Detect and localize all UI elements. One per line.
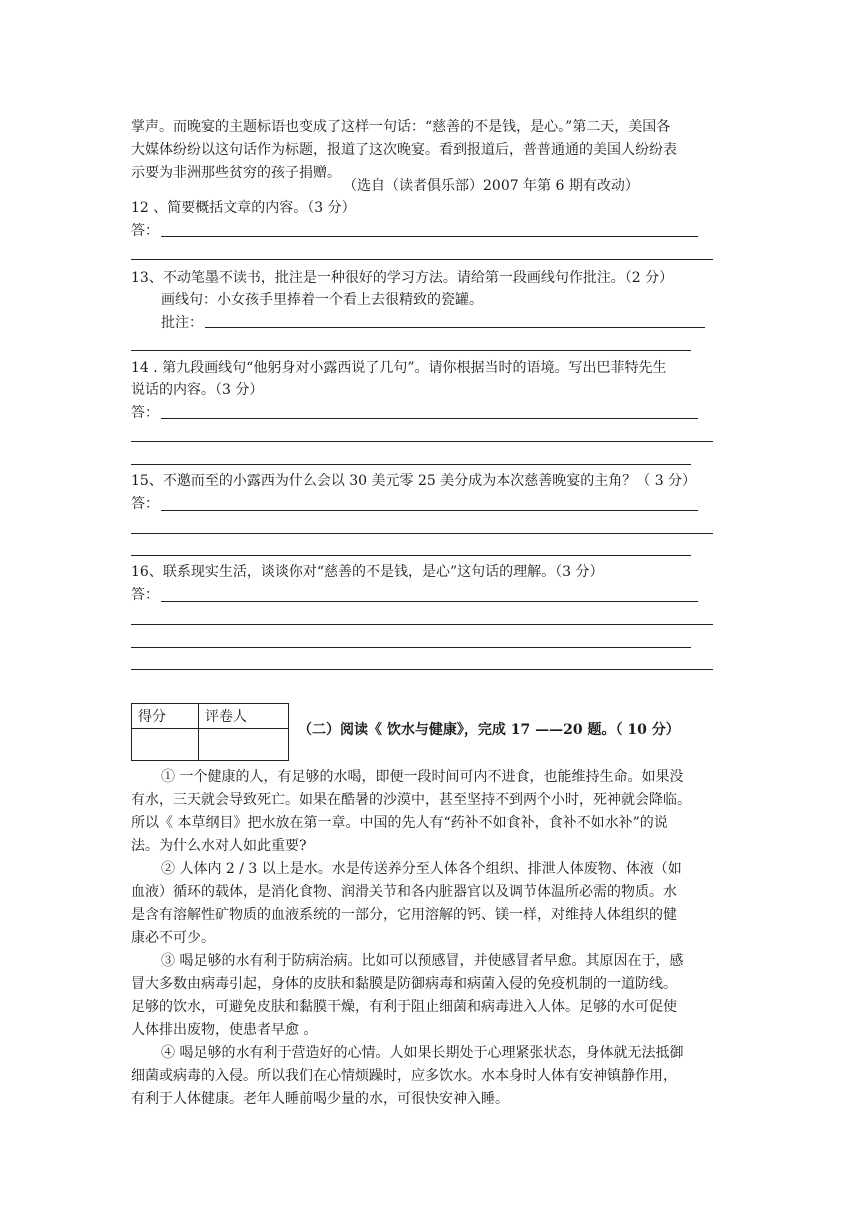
answer-line-16d[interactable] — [131, 669, 713, 670]
annotation-line-a[interactable] — [205, 327, 705, 328]
passage-p2-line-2: 血液）循环的载体，是消化食物、润滑关节和各内脏器官以及调节体温所必需的物质。水 — [131, 884, 677, 900]
answer-label-14: 答： — [131, 405, 159, 421]
passage-p1-line-4: 法。为什么水对人如此重要? — [131, 838, 307, 854]
passage-p4-line-3: 有利于人体健康。老年人睡前喝少量的水，可很快安神入睡。 — [131, 1091, 509, 1107]
source-note: （选自（读者俱乐部）2007 年第 6 期有改动） — [343, 178, 639, 194]
question-13: 13、不动笔墨不读书，批注是一种很好的学习方法。请给第一段画线句作批注。（2 分） — [131, 270, 674, 286]
question-15: 15、不邀而至的小露西为什么会以 30 美元零 25 美分成为本次慈善晚宴的主角？（ 3 分） — [131, 473, 697, 489]
answer-line-12b[interactable] — [131, 259, 713, 260]
passage-p2-line-3: 是含有溶解性矿物质的血液系统的一部分，它用溶解的钙、镁一样，对维持人体组织的健 — [131, 907, 677, 923]
underlined-sentence: 画线句：小女孩手里捧着一个看上去很精致的瓷罐。 — [161, 292, 483, 308]
answer-line-14a[interactable] — [161, 418, 698, 419]
answer-line-15a[interactable] — [161, 510, 698, 511]
story-line-1: 掌声。而晚宴的主题标语也变成了这样一句话：“慈善的不是钱，是心。”第二天，美国各 — [131, 119, 671, 135]
question-14-line-2: 说话的内容。（3 分） — [131, 382, 264, 398]
answer-line-16a[interactable] — [161, 601, 698, 602]
passage-p3-line-4: 人体排出废物，使患者早愈 。 — [131, 1022, 318, 1038]
answer-line-15b[interactable] — [131, 533, 713, 534]
passage-p2-line-1: ② 人体内 2 / 3 以上是水。水是传送养分至人体各个组织、排泄人体废物、体液（如 — [161, 861, 682, 877]
passage-p4-line-1: ④ 喝足够的水有利于营造好的心情。人如果长期处于心理紧张状态，身体就无法抵御 — [161, 1045, 684, 1061]
answer-label-12: 答： — [131, 223, 159, 239]
passage-p1-line-2: 有水，三天就会导致死亡。如果在酷暑的沙漠中，甚至坚持不到两个小时，死神就会降临。 — [131, 792, 691, 808]
question-12: 12 、简要概括文章的内容。（3 分） — [131, 200, 356, 216]
story-line-2: 大媒体纷纷以这句话作为标题，报道了这次晚宴。看到报道后，普普通通的美国人纷纷表 — [131, 142, 677, 158]
answer-label-16: 答： — [131, 587, 159, 603]
annotation-label: 批注： — [161, 315, 203, 331]
score-header: 得分 — [132, 704, 199, 729]
score-table — [131, 703, 289, 761]
score-cell[interactable] — [132, 729, 199, 761]
grader-cell[interactable] — [199, 729, 289, 761]
answer-line-16b[interactable] — [131, 624, 713, 625]
answer-line-14c[interactable] — [131, 464, 691, 465]
grader-header: 评卷人 — [199, 704, 289, 729]
answer-label-15: 答： — [131, 496, 159, 512]
passage-p1-line-3: 所以《 本草纲目》把水放在第一章。中国的先人有“药补不如食补，食补不如水补”的说 — [131, 815, 668, 831]
passage-p1-line-1: ① 一个健康的人，有足够的水喝，即便一段时间可内不进食，也能维持生命。如果没 — [161, 769, 684, 785]
answer-line-16c[interactable] — [131, 647, 691, 648]
passage-p3-line-1: ③ 喝足够的水有利于防病治病。比如可以预感冒，并使感冒者早愈。其原因在于，感 — [161, 953, 684, 969]
passage-p3-line-3: 足够的饮水，可避免皮肤和黏膜干燥，有利于阻止细菌和病毒进入人体。足够的水可促使 — [131, 999, 677, 1015]
question-14-line-1: 14 . 第九段画线句“他躬身对小露西说了几句”。请你根据当时的语境。写出巴菲特先生 — [131, 360, 667, 376]
question-16: 16、联系现实生活，谈谈你对“慈善的不是钱，是心”这句话的理解。（3 分） — [131, 564, 604, 580]
story-line-3: 示要为非洲那些贫穷的孩子捐赠。 — [131, 165, 341, 181]
passage-p3-line-2: 冒大多数由病毒引起，身体的皮肤和黏膜是防御病毒和病菌入侵的免疫机制的一道防线。 — [131, 976, 677, 992]
passage-p2-line-4: 康必不可少。 — [131, 930, 215, 946]
section-2-title: （二）阅读《 饮水与健康》，完成 17 ——20 题。（ 10 分） — [298, 722, 680, 738]
answer-line-14b[interactable] — [131, 441, 713, 442]
annotation-line-b[interactable] — [131, 350, 691, 351]
answer-line-15c[interactable] — [131, 555, 691, 556]
passage-p4-line-2: 细菌或病毒的入侵。所以我们在心情烦躁时，应多饮水。水本身时人体有安神镇静作用， — [131, 1068, 677, 1084]
answer-line-12a[interactable] — [161, 236, 698, 237]
